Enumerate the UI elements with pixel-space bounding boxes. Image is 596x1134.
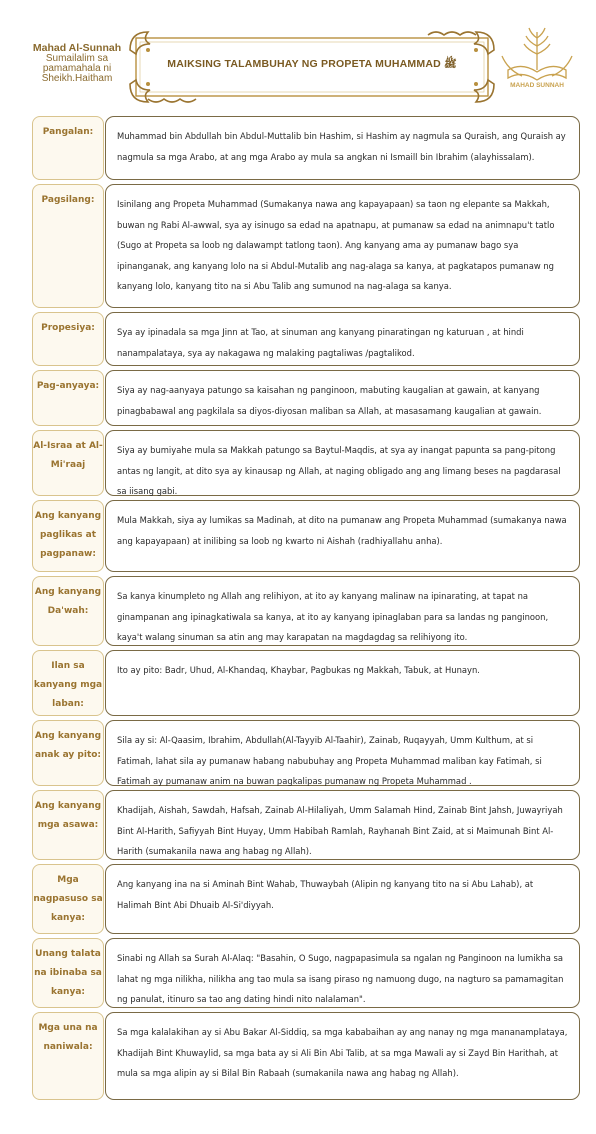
row-label-box	[32, 430, 104, 496]
table-row	[32, 184, 580, 308]
row-label: Ang kanyang Da'wah:	[34, 587, 102, 616]
row-content: Sa mga kalalakihan ay si Abu Bakar Al-Siddiq, sa mga kababaihan ay ang nanay ng mga mananamplataya, Khadijah Bint Khuwaylid, sa mga bata ay si Ali Bin Abi Talib, at sa mga Mawali ay si Zayd Bin Harithah, at mula sa mga alipin ay si Bilal Bin Rabaah (sumakanila nawa ang habag ng Allah).	[105, 1012, 580, 1100]
row-label-box	[32, 864, 104, 934]
brand-sub-line-3: Sheikh.Haitham	[41, 73, 113, 84]
row-label: Pag-anyaya:	[36, 381, 100, 391]
brand-sub-line-2: pamamahala ni	[42, 63, 112, 74]
table-row	[32, 938, 580, 1008]
row-content: Sa kanya kinumpleto ng Allah ang relihiyon, at ito ay kanyang malinaw na ipinarating, at tapat na ginampanan ang ipinagkatiwala sa kanya, at ito ay kanyang ipinaglaban para sa landas ng panginoon, kaya't walang sinuman sa atin ang may karapatan na magdagdag sa relihiyong ito.	[105, 576, 580, 646]
row-label-box	[32, 500, 104, 572]
table-row	[32, 720, 580, 786]
table-row	[32, 790, 580, 860]
brand-name: Mahad Al-Sunnah	[32, 42, 122, 54]
row-content: Ang kanyang ina na si Aminah Bint Wahab, Thuwaybah (Alipin ng kanyang tito na si Abu Lahab), at Halimah Bint Abi Dhuaib Al-Si'diyyah.	[105, 864, 580, 934]
logo-label: MAHAD SUNNAH	[510, 82, 564, 89]
brand-sub-line-1: Sumailalim sa	[45, 53, 109, 64]
row-label-box	[32, 1012, 104, 1100]
row-label: Ilan sa kanyang mga laban:	[33, 661, 103, 709]
row-content: Sinabi ng Allah sa Surah Al-Alaq: "Basahin, O Sugo, nagpapasimula sa ngalan ng Panginoon na lumikha sa lahat ng mga nilikha, nilikha ang tao mula sa isang piraso ng namuong dugo, na nagturo sa pamamagitan ng panulat, itinuro sa tao ang dating hindi nito nalalaman".	[105, 938, 580, 1008]
row-label: Pangalan:	[42, 127, 94, 137]
mahad-sunnah-logo	[498, 26, 576, 106]
row-content: Isinilang ang Propeta Muhammad (Sumakanya nawa ang kapayapaan) sa taon ng elepante sa Makkah, buwan ng Rabi Al-awwal, sya ay isinugo sa edad na apatnapu, at pumanaw sa edad na animnapu't tatlo (Sugo at Propeta sa loob ng dalawampt tatlong taon). Ang kanyang ama ay pumanaw bago sya ipinanganak, ang kanyang lolo na si Abdul-Mutalib ang nag-alaga sa kanya, at pagkatapos pumanaw ng kanyang lolo, kanyang tito na si Abu Talib ang sumunod na nag-alaga sa kanya.	[105, 184, 580, 308]
row-content: Sila ay si: Al-Qaasim, Ibrahim, Abdullah(Al-Tayyib Al-Taahir), Zainab, Ruqayyah, Umm Kulthum, at si Fatimah, lahat sila ay pumanaw habang nabubuhay ang Propeta Muhammad maliban kay Fatimah, si Fatimah ay pumanaw anim na buwan pagkalipas pumanaw ng Propeta Muhammad .	[105, 720, 580, 786]
row-label: Ang kanyang paglikas at pagpanaw:	[34, 511, 102, 559]
row-label: Pagsilang:	[41, 195, 95, 205]
row-label-box	[32, 720, 104, 786]
row-label: Mga nagpasuso sa kanya:	[33, 875, 103, 923]
row-label-box	[32, 116, 104, 180]
row-label-box	[32, 312, 104, 366]
row-label-box	[32, 650, 104, 716]
table-row	[32, 864, 580, 934]
row-label-box	[32, 938, 104, 1008]
row-label-box	[32, 576, 104, 646]
row-label-box	[32, 790, 104, 860]
title-frame	[128, 30, 496, 104]
row-content: Muhammad bin Abdullah bin Abdul-Muttalib bin Hashim, si Hashim ay nagmula sa Quraish, ang Quraish ay nagmula sa mga Arabo, at ang mga Arabo ay mula sa angkan ni Ismaill bin Ibrahim (alayhissalam).	[105, 116, 580, 180]
row-label-box	[32, 370, 104, 426]
row-content: Siya ay nag-aanyaya patungo sa kaisahan ng panginoon, mabuting kaugalian at gawain, at kanyang pinagbabawal ang pagkilala sa diyos-diyosan maliban sa Allah, at masasamang kaugalian at gawain.	[105, 370, 580, 426]
row-label: Mga una na naniwala:	[38, 1023, 98, 1052]
row-label: Ang kanyang mga asawa:	[34, 801, 102, 830]
row-label: Ang kanyang anak ay pito:	[34, 731, 102, 760]
row-content: Mula Makkah, siya ay lumikas sa Madinah, at dito na pumanaw ang Propeta Muhammad (sumakanya nawa ang kapayapaan) at inilibing sa loob ng kwarto ni Aishah (radhiyallahu anha).	[105, 500, 580, 572]
row-label: Al-Israa at Al-Mi'raaj	[33, 441, 103, 470]
table-row	[32, 312, 580, 366]
row-label-box	[32, 184, 104, 308]
row-content: Sya ay ipinadala sa mga Jinn at Tao, at sinuman ang kanyang pinaratingan ng katuruan , at hindi nanampalataya, sya ay nakagawa ng malaking pagtaliwas /pagtalikod.	[105, 312, 580, 366]
book-wheat-logo-icon	[498, 26, 576, 106]
table-row	[32, 1012, 580, 1100]
row-label: Unang talata na ibinaba sa kanya:	[34, 949, 102, 997]
page-title: MAIKSING TALAMBUHAY NG PROPETA MUHAMMAD ﷺ	[167, 58, 457, 70]
table-row	[32, 430, 580, 496]
table-row	[32, 576, 580, 646]
header	[0, 0, 596, 112]
table-row	[32, 650, 580, 716]
table-row	[32, 370, 580, 426]
table-row	[32, 500, 580, 572]
row-label: Propesiya:	[41, 323, 95, 333]
row-content: Khadijah, Aishah, Sawdah, Hafsah, Zainab Al-Hilaliyah, Umm Salamah Hind, Zainab Bint Jahsh, Juwayriyah Bint Al-Harith, Safiyyah Bint Huyay, Umm Habibah Ramlah, Rayhanah Bint Zaid, at si Maimunah Bint Al-Harith (sumakanila nawa ang habag ng Allah).	[105, 790, 580, 860]
row-content: Ito ay pito: Badr, Uhud, Al-Khandaq, Khaybar, Pagbukas ng Makkah, Tabuk, at Hunayn.	[105, 650, 580, 716]
table-row	[32, 116, 580, 180]
row-content: Siya ay bumiyahe mula sa Makkah patungo sa Baytul-Maqdis, at sya ay inangat papunta sa pang-pitong antas ng langit, at dito sya ay kinausap ng Allah, at naging obligado ang ang limang beses na pagdarasal sa iisang gabi.	[105, 430, 580, 496]
brand-block	[22, 42, 132, 84]
